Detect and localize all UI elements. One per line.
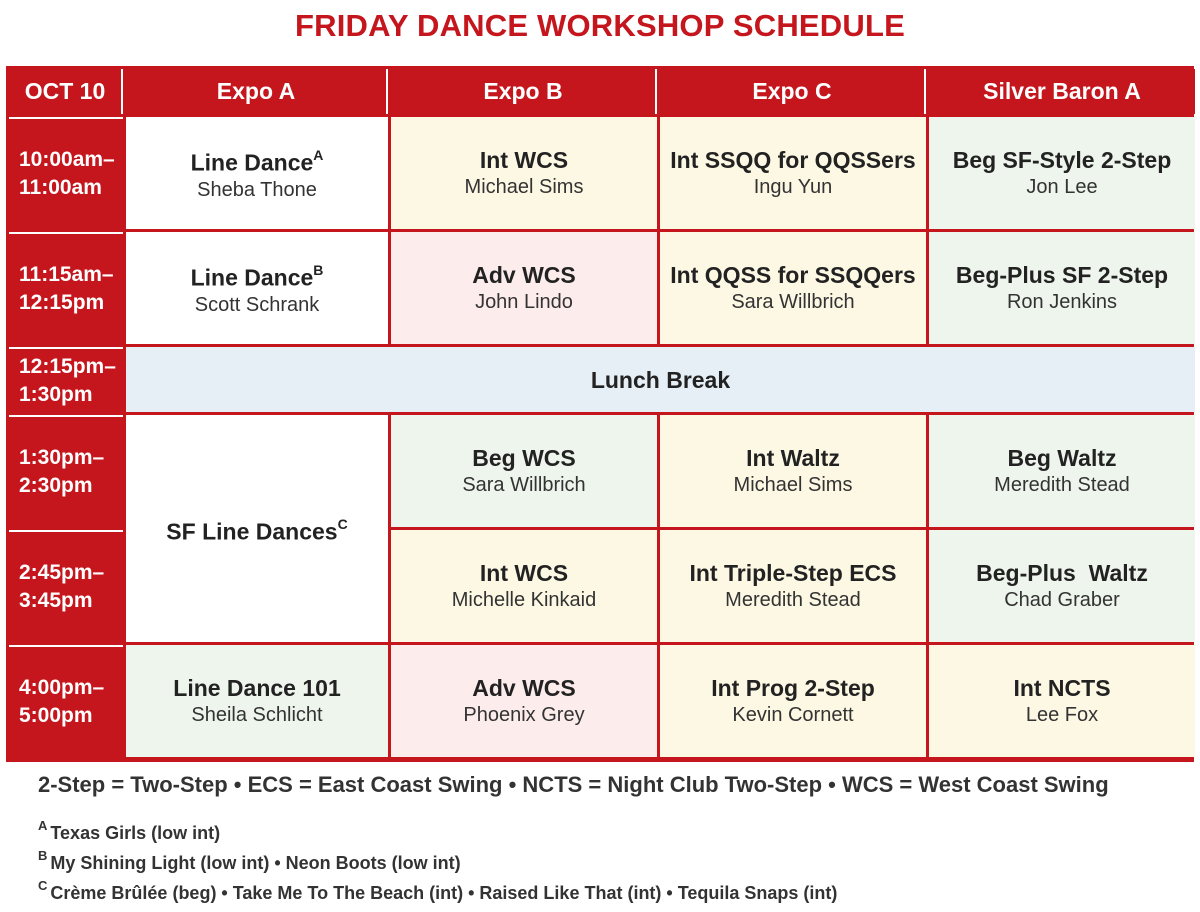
session-cell [391, 415, 657, 527]
time-start: 11:15am– [19, 263, 114, 286]
instructor-name: Ron Jenkins [1006, 291, 1118, 313]
time-start: 4:00pm– [19, 676, 105, 699]
time-start: 12:15pm– [19, 354, 116, 378]
session-cell [660, 530, 926, 642]
time-start: 1:30pm– [19, 446, 105, 469]
page-title: FRIDAY DANCE WORKSHOP SCHEDULE [294, 8, 905, 43]
time-end: 1:30pm [19, 382, 93, 406]
instructor-name: Kevin Cornett [732, 704, 854, 726]
session-name: Beg SF-Style 2-Step [952, 147, 1172, 173]
instructor-name: Michael Sims [733, 474, 853, 496]
session-name: Line Dance 101 [173, 675, 341, 701]
instructor-name: Sheila Schlicht [191, 704, 323, 726]
lunch-break-label: Lunch Break [590, 366, 731, 393]
session-cell [929, 645, 1195, 757]
time-slot [9, 645, 123, 757]
instructor-name: Sheba Thone [197, 178, 317, 201]
abbreviation-legend: 2-Step = Two-Step • ECS = East Coast Swing • NCTS = Night Club Two-Step • WCS = West Coast Swing [38, 772, 1109, 797]
session-name: Line Dance$^B$ [190, 262, 324, 291]
instructor-name: Michelle Kinkaid [451, 589, 597, 611]
time-slot [9, 415, 123, 527]
session-cell [391, 530, 657, 642]
footnote-text: My Shining Light (low int) • Neon Boots (low int) [50, 853, 461, 873]
session-cell [391, 117, 657, 229]
time-slot [9, 232, 123, 344]
instructor-name: Ingu Yun [753, 176, 833, 198]
instructor-name: John Lindo [475, 291, 573, 313]
session-cell [126, 117, 388, 229]
session-name: Adv WCS [472, 675, 576, 701]
instructor-name: Phoenix Grey [463, 704, 585, 726]
footnote-mark: B [313, 262, 324, 279]
session-name: Line Dance$^A$ [190, 147, 324, 176]
footnote-mark: C [38, 878, 48, 893]
session-cell [391, 232, 657, 344]
session-cell [660, 117, 926, 229]
schedule-table [6, 66, 1194, 762]
time-end: 3:45pm [19, 589, 93, 612]
time-end: 11:00am [19, 176, 102, 199]
session-name: Int Triple-Step ECS [689, 560, 897, 586]
instructor-name: Lee Fox [1025, 704, 1099, 726]
footnote [38, 850, 461, 874]
footnote-mark: C [337, 515, 348, 532]
instructor-name: Sara Willbrich [462, 474, 586, 496]
instructor-name: Sara Willbrich [731, 291, 855, 313]
session-cell [660, 645, 926, 757]
session-cell [660, 415, 926, 527]
session-cell [391, 645, 657, 757]
room-header-expo-a: Expo A [126, 69, 388, 114]
session-name: Int NCTS [1013, 675, 1111, 701]
session-name: Beg Waltz [1007, 445, 1117, 471]
session-cell [929, 232, 1195, 344]
session-cell [929, 415, 1195, 527]
time-end: 5:00pm [19, 704, 93, 727]
session-name: Beg-Plus SF 2-Step [955, 262, 1169, 288]
session-name: Beg WCS [472, 445, 576, 471]
time-start: 2:45pm– [19, 561, 105, 584]
time-slot [9, 117, 123, 229]
instructor-name: Meredith Stead [994, 474, 1130, 496]
session-name: Int WCS [479, 147, 569, 173]
session-name: Adv WCS [472, 262, 576, 288]
time-end: 2:30pm [19, 474, 93, 497]
footnote-mark: A [313, 147, 324, 164]
instructor-name: Scott Schrank [194, 293, 320, 316]
room-header-silver-baron-a: Silver Baron A [929, 69, 1195, 114]
session-name: Int WCS [479, 560, 569, 586]
date-header: OCT 10 [9, 69, 123, 114]
footnote-text: Crème Brûlée (beg) • Take Me To The Beach (int) • Raised Like That (int) • Tequila Snaps (int) [50, 883, 838, 903]
session-cell [660, 232, 926, 344]
session-name: Int Prog 2-Step [711, 675, 875, 701]
session-name: Int Waltz [746, 445, 840, 471]
time-end: 12:15pm [19, 291, 105, 314]
time-slot [9, 347, 123, 412]
session-cell [126, 645, 388, 757]
instructor-name: Chad Graber [1004, 589, 1120, 611]
instructor-name: Jon Lee [1026, 176, 1098, 198]
instructor-name: Michael Sims [464, 176, 584, 198]
session-cell [126, 232, 388, 344]
time-slot [9, 530, 123, 642]
lunch-break-cell [126, 347, 1195, 412]
session-name: Int SSQQ for QQSSers [670, 147, 916, 173]
session-name: Beg-Plus Waltz [976, 560, 1148, 586]
time-start: 10:00am– [19, 148, 115, 171]
footnote-mark: B [38, 848, 48, 863]
footnote-mark: A [38, 818, 48, 833]
footnote-text: Texas Girls (low int) [50, 823, 221, 843]
session-cell [929, 117, 1195, 229]
session-name: SF Line Dances$^C$ [166, 515, 348, 545]
room-header-expo-c: Expo C [660, 69, 926, 114]
session-cell [929, 530, 1195, 642]
footnote [38, 880, 837, 904]
session-name: Int QQSS for SSQQers [670, 262, 916, 288]
room-header-expo-b: Expo B [391, 69, 657, 114]
footnote [38, 820, 220, 844]
session-cell [126, 415, 388, 642]
instructor-name: Meredith Stead [725, 589, 861, 611]
